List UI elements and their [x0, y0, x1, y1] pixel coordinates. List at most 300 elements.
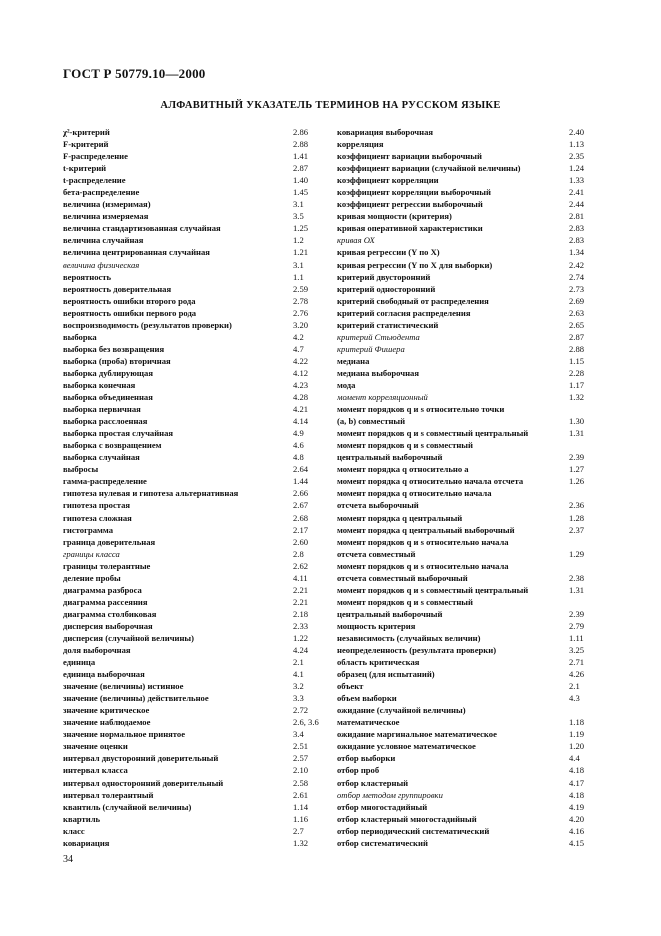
index-page-ref: 4.8 — [293, 452, 304, 463]
index-entry — [337, 174, 599, 186]
index-page-ref: 2.81 — [569, 211, 585, 222]
index-page-ref: 1.15 — [569, 355, 585, 366]
index-page-ref: 2.60 — [293, 536, 309, 547]
index-term: диаграмма разброса — [63, 584, 142, 595]
index-entry — [337, 680, 599, 692]
index-term: момент порядков q и s совместный центральный — [337, 428, 529, 439]
index-page-ref: 4.20 — [569, 813, 585, 824]
index-term: коэффициент вариации (случайной величины) — [337, 163, 521, 174]
index-entry — [337, 259, 599, 271]
index-page-ref: 1.22 — [293, 632, 309, 643]
index-page-ref: 2.10 — [293, 765, 309, 776]
index-term: объем выборки — [337, 693, 397, 704]
index-entry — [63, 680, 331, 692]
index-page-ref: 2.79 — [569, 620, 585, 631]
index-entry — [337, 126, 599, 138]
index-page-ref: 2.39 — [569, 608, 585, 619]
index-page-ref: 2.57 — [293, 753, 309, 764]
index-term: единица выборочная — [63, 669, 145, 680]
index-page-ref: 2.61 — [293, 789, 309, 800]
index-entry — [337, 439, 599, 451]
index-entry — [337, 198, 599, 210]
index-entry — [63, 271, 331, 283]
index-page-ref — [569, 704, 599, 716]
index-page-ref: 1.32 — [569, 392, 585, 403]
index-term: гипотеза сложная — [63, 512, 132, 523]
index-entry — [337, 391, 599, 403]
index-page-ref: 4.21 — [293, 404, 309, 415]
index-entry — [337, 343, 599, 355]
index-term: критерий согласия распределения — [337, 307, 471, 318]
index-entry — [63, 138, 331, 150]
index-page-ref: 2.36 — [569, 500, 585, 511]
index-entry — [63, 752, 331, 764]
index-page-ref: 4.18 — [569, 765, 585, 776]
index-term: независимость (случайных величин) — [337, 632, 481, 643]
index-page-ref: 2.37 — [569, 524, 585, 535]
index-term: объект — [337, 681, 364, 692]
page-number: 34 — [63, 854, 73, 865]
index-page-ref: 2.66 — [293, 488, 309, 499]
index-page-ref: 1.2 — [293, 235, 304, 246]
index-term: выборка с возвращением — [63, 440, 162, 451]
index-term: отбор кластерный — [337, 777, 409, 788]
index-term: выборка конечная — [63, 379, 136, 390]
index-term: коэффициент вариации выборочный — [337, 151, 482, 162]
index-term: отсчета выборочный — [337, 500, 419, 511]
index-page-ref: 4.2 — [293, 331, 304, 342]
index-page-ref: 2.73 — [569, 283, 585, 294]
index-term: критерий Фишера — [337, 343, 405, 354]
index-entry — [337, 752, 599, 764]
index-page-ref: 2.63 — [569, 307, 585, 318]
index-entry — [337, 451, 599, 463]
index-entry — [63, 560, 331, 572]
index-entry — [337, 499, 599, 511]
index-page-ref: 2.44 — [569, 199, 585, 210]
index-entry — [63, 343, 331, 355]
index-entry — [63, 451, 331, 463]
index-term: медиана — [337, 355, 370, 366]
index-page-ref: 1.24 — [569, 163, 585, 174]
index-page-ref: 1.16 — [293, 813, 309, 824]
index-entry — [337, 548, 599, 560]
index-entry — [63, 186, 331, 198]
index-entry — [337, 138, 599, 150]
index-page-ref: 4.11 — [293, 572, 308, 583]
index-entry — [63, 307, 331, 319]
index-term: момент порядка q относительно a — [337, 464, 469, 475]
index-term: момент порядков q и s относительно точки — [337, 404, 505, 415]
index-entry — [337, 367, 599, 379]
index-entry — [337, 740, 599, 752]
index-term: образец (для испытаний) — [337, 669, 435, 680]
index-entry — [63, 499, 331, 511]
index-page-ref: 4.6 — [293, 440, 304, 451]
index-term: область критическая — [337, 657, 420, 668]
index-entry — [337, 644, 599, 656]
index-page-ref: 4.9 — [293, 428, 304, 439]
index-page-ref: 4.14 — [293, 416, 309, 427]
index-entry — [63, 162, 331, 174]
index-term: выборка случайная — [63, 452, 140, 463]
index-entry — [63, 475, 331, 487]
index-term: момент порядков q и s относительно начала — [337, 560, 509, 571]
index-term: критерий статистический — [337, 319, 439, 330]
index-entry — [337, 319, 599, 331]
index-entry — [63, 367, 331, 379]
index-entry — [337, 668, 599, 680]
index-entry — [63, 415, 331, 427]
index-page-ref: 3.3 — [293, 693, 304, 704]
index-entry — [337, 234, 599, 246]
index-term: значение критическое — [63, 705, 150, 716]
index-page-ref: 2.38 — [569, 572, 585, 583]
index-entry — [337, 524, 599, 536]
index-entry — [63, 283, 331, 295]
index-term: единица — [63, 657, 96, 668]
index-entry — [337, 632, 599, 644]
index-page-ref: 1.19 — [569, 729, 585, 740]
index-term: кривая мощности (критерия) — [337, 211, 452, 222]
index-page-ref: 4.15 — [569, 837, 585, 848]
index-term: момент порядка q относительно начала — [337, 488, 492, 499]
index-term: выборка (проба) вторичная — [63, 355, 171, 366]
index-page-ref: 2.17 — [293, 524, 309, 535]
index-entry — [63, 644, 331, 656]
index-term: интервал толерантный — [63, 789, 154, 800]
index-term: граница доверительная — [63, 536, 156, 547]
index-entry — [63, 355, 331, 367]
index-page-ref: 2.64 — [293, 464, 309, 475]
index-term: величина физическая — [63, 259, 140, 270]
index-entry — [337, 283, 599, 295]
index-entry — [63, 536, 331, 548]
index-entry — [337, 656, 599, 668]
index-entry — [63, 596, 331, 608]
index-term: величина центрированная случайная — [63, 247, 210, 258]
index-term: вероятность ошибки первого рода — [63, 307, 197, 318]
index-page-ref: 1.32 — [293, 837, 309, 848]
index-entry — [63, 487, 331, 499]
index-page-ref: 4.22 — [293, 355, 309, 366]
index-page-ref: 1.13 — [569, 139, 585, 150]
index-page-ref: 2.35 — [569, 151, 585, 162]
index-page-ref: 3.1 — [293, 259, 304, 270]
index-term: деление пробы — [63, 572, 121, 583]
index-entry — [63, 379, 331, 391]
index-term: отсчета совместный — [337, 548, 416, 559]
index-term: диаграмма рассеяния — [63, 596, 148, 607]
index-page-ref: 2.65 — [569, 319, 585, 330]
index-page-ref: 2.72 — [293, 705, 309, 716]
index-term: границы толерантные — [63, 560, 151, 571]
index-page-ref: 2.83 — [569, 235, 585, 246]
index-entry — [337, 596, 599, 608]
index-page-ref: 4.24 — [293, 645, 309, 656]
index-term: F-критерий — [63, 139, 109, 150]
index-page-ref: 2.1 — [293, 657, 304, 668]
index-page-ref: 1.20 — [569, 741, 585, 752]
index-column-right — [337, 126, 599, 849]
index-entry — [63, 198, 331, 210]
index-page-ref: 2.21 — [293, 584, 309, 595]
index-page-ref: 1.28 — [569, 512, 585, 523]
index-page-ref: 2.87 — [293, 163, 309, 174]
index-entry — [337, 692, 599, 704]
index-term: момент порядков q и s относительно начала — [337, 536, 509, 547]
index-page-ref: 2.74 — [569, 271, 585, 282]
index-page-ref: 1.27 — [569, 464, 585, 475]
index-entry — [63, 234, 331, 246]
index-term: величина стандартизованная случайная — [63, 223, 221, 234]
index-term: выборка дублирующая — [63, 367, 153, 378]
index-term: значение оценки — [63, 741, 128, 752]
index-term: значение (величины) истинное — [63, 681, 184, 692]
index-page-ref: 3.25 — [569, 645, 585, 656]
index-term: t-распределение — [63, 175, 126, 186]
index-entry — [63, 801, 331, 813]
index-entry — [337, 415, 599, 427]
index-entry — [337, 427, 599, 439]
index-entry — [337, 186, 599, 198]
index-entry — [63, 740, 331, 752]
index-term: отсчета совместный выборочный — [337, 572, 468, 583]
index-page-ref: 2.33 — [293, 620, 309, 631]
index-page-ref: 1.17 — [569, 379, 585, 390]
index-entry — [63, 295, 331, 307]
index-page-ref: 2.28 — [569, 367, 585, 378]
index-term: отбор кластерный многостадийный — [337, 813, 477, 824]
index-term: ожидание условное математическое — [337, 741, 476, 752]
index-page-ref — [569, 487, 599, 499]
index-entry — [63, 704, 331, 716]
index-entry — [63, 837, 331, 849]
index-page-ref: 1.40 — [293, 175, 309, 186]
index-page-ref: 1.1 — [293, 271, 304, 282]
index-page-ref: 1.29 — [569, 548, 585, 559]
index-entry — [337, 608, 599, 620]
index-term: мода — [337, 379, 356, 390]
index-page-ref: 2.83 — [569, 223, 585, 234]
index-entry — [63, 620, 331, 632]
index-page-ref: 1.41 — [293, 151, 309, 162]
index-term: неопределенность (результата проверки) — [337, 645, 497, 656]
index-entry — [337, 728, 599, 740]
index-entry — [63, 439, 331, 451]
index-entry — [337, 572, 599, 584]
index-entry — [63, 656, 331, 668]
index-entry — [337, 801, 599, 813]
index-term: отбор выборки — [337, 753, 396, 764]
index-page-ref: 2.51 — [293, 741, 309, 752]
index-entry — [63, 668, 331, 680]
index-entry — [63, 463, 331, 475]
index-entry — [63, 222, 331, 234]
index-page-ref: 2.8 — [293, 548, 304, 559]
index-page-ref: 1.44 — [293, 476, 309, 487]
index-entry — [63, 246, 331, 258]
index-entry — [63, 210, 331, 222]
index-page-ref: 1.26 — [569, 476, 585, 487]
index-page-ref — [569, 536, 599, 548]
index-term: доля выборочная — [63, 645, 131, 656]
index-term: величина случайная — [63, 235, 144, 246]
index-term: выборка расслоенная — [63, 416, 148, 427]
index-page-ref: 2.88 — [569, 343, 585, 354]
index-term: отбор периодический систематический — [337, 825, 490, 836]
index-page-ref: 2.39 — [569, 452, 585, 463]
index-term: отбор методом группировки — [337, 789, 443, 800]
index-term: диаграмма столбиковая — [63, 608, 157, 619]
index-entry — [337, 355, 599, 367]
index-term: мощность критерия — [337, 620, 416, 631]
index-term: кривая регрессии (Y по X) — [337, 247, 440, 258]
index-page-ref: 4.3 — [569, 693, 580, 704]
index-term: момент порядка q центральный — [337, 512, 463, 523]
index-page-ref: 3.2 — [293, 681, 304, 692]
index-page-ref: 4.28 — [293, 392, 309, 403]
index-entry — [63, 331, 331, 343]
index-entry — [337, 403, 599, 415]
index-term: математическое — [337, 717, 400, 728]
index-entry — [337, 463, 599, 475]
index-term: отбор проб — [337, 765, 380, 776]
index-page-ref: 3.4 — [293, 729, 304, 740]
index-entry — [337, 379, 599, 391]
index-page-ref: 4.4 — [569, 753, 580, 764]
index-term: выборка без возвращения — [63, 343, 165, 354]
index-entry — [337, 246, 599, 258]
index-page-ref: 4.26 — [569, 669, 585, 680]
index-term: выбросы — [63, 464, 99, 475]
index-page-ref: 2.78 — [293, 295, 309, 306]
index-page-ref: 3.1 — [293, 199, 304, 210]
index-term: кривая ОХ — [337, 235, 375, 246]
index-term: значение (величины) действительное — [63, 693, 209, 704]
index-term: вероятность ошибки второго рода — [63, 295, 196, 306]
index-term: ковариация выборочная — [337, 127, 434, 137]
index-entry — [63, 813, 331, 825]
index-entry — [337, 704, 599, 716]
index-entry — [63, 548, 331, 560]
index-term: гистограмма — [63, 524, 113, 535]
index-term: гамма-распределение — [63, 476, 147, 487]
index-term: (a, b) совместный — [337, 416, 406, 427]
index-page-ref: 1.33 — [569, 175, 585, 186]
index-entry — [337, 560, 599, 572]
index-term: χ²-критерий — [63, 127, 110, 137]
index-entry — [63, 126, 331, 138]
index-entry — [337, 331, 599, 343]
index-entry — [337, 475, 599, 487]
index-term: величина (измеримая) — [63, 199, 151, 210]
index-term: значение нормальное принятое — [63, 729, 186, 740]
index-page-ref: 2.71 — [569, 657, 585, 668]
index-entry — [63, 825, 331, 837]
document-header: ГОСТ Р 50779.10—2000 — [63, 66, 206, 81]
index-page-ref: 2.7 — [293, 825, 304, 836]
index-page-ref: 4.19 — [569, 801, 585, 812]
index-page-ref: 2.59 — [293, 283, 309, 294]
index-page-ref: 2.21 — [293, 596, 309, 607]
index-term: момент порядка q центральный выборочный — [337, 524, 515, 535]
index-page-ref: 2.76 — [293, 307, 309, 318]
index-page-ref: 3.5 — [293, 211, 304, 222]
index-page-ref: 1.34 — [569, 247, 585, 258]
index-page-ref: 2.18 — [293, 608, 309, 619]
index-entry — [337, 813, 599, 825]
index-page-ref: 2.42 — [569, 259, 585, 270]
index-page-ref: 2.68 — [293, 512, 309, 523]
index-entry — [63, 512, 331, 524]
index-term: отбор многостадийный — [337, 801, 428, 812]
index-term: момент корреляционный — [337, 392, 428, 403]
index-entry — [63, 608, 331, 620]
index-term: выборка объединенная — [63, 392, 153, 403]
index-entry — [63, 403, 331, 415]
index-page-ref: 4.7 — [293, 343, 304, 354]
index-term: квантиль (случайной величины) — [63, 801, 192, 812]
index-entry — [337, 620, 599, 632]
index-term: величина измеряемая — [63, 211, 149, 222]
index-term: коэффициент корреляции выборочный — [337, 187, 491, 198]
index-page-ref — [569, 560, 599, 572]
index-entry — [63, 572, 331, 584]
index-page-ref: 1.30 — [569, 416, 585, 427]
index-entry — [63, 259, 331, 271]
index-entry — [63, 150, 331, 162]
index-term: критерий Стьюдента — [337, 331, 420, 342]
index-page-ref: 1.25 — [293, 223, 309, 234]
index-page-ref: 1.18 — [569, 717, 585, 728]
index-page-ref: 2.86 — [293, 127, 309, 137]
index-term: момент порядка q относительно начала отсчета — [337, 476, 524, 487]
index-entry — [337, 777, 599, 789]
index-page-ref: 1.31 — [569, 428, 585, 439]
index-entry — [63, 524, 331, 536]
index-term: выборка — [63, 331, 97, 342]
index-page-ref: 4.18 — [569, 789, 585, 800]
index-entry — [337, 162, 599, 174]
index-entry — [63, 632, 331, 644]
index-term: класс — [63, 825, 85, 836]
index-page-ref: 2.69 — [569, 295, 585, 306]
index-term: ковариация — [63, 837, 110, 848]
index-entry — [337, 764, 599, 776]
index-entry — [337, 512, 599, 524]
index-page-ref: 1.11 — [569, 632, 584, 643]
index-entry — [63, 174, 331, 186]
index-page-ref: 2.6, 3.6 — [293, 717, 319, 728]
index-term: момент порядков q и s совместный — [337, 440, 473, 451]
index-term: F-распределение — [63, 151, 128, 162]
index-title: АЛФАВИТНЫЙ УКАЗАТЕЛЬ ТЕРМИНОВ НА РУССКОМ ЯЗЫКЕ — [160, 100, 501, 111]
index-term: значение наблюдаемое — [63, 717, 151, 728]
index-page-ref: 2.67 — [293, 500, 309, 511]
index-term: гипотеза нулевая и гипотеза альтернативная — [63, 488, 239, 499]
index-term: интервал двусторонний доверительный — [63, 753, 219, 764]
index-term: ожидание (случайной величины) — [337, 705, 466, 716]
index-term: критерий односторонний — [337, 283, 436, 294]
index-page-ref: 1.14 — [293, 801, 309, 812]
index-entry — [63, 777, 331, 789]
index-entry — [63, 764, 331, 776]
index-page-ref: 2.40 — [569, 127, 585, 137]
index-entry — [337, 222, 599, 234]
index-entry — [63, 728, 331, 740]
index-term: критерий двусторонний — [337, 271, 431, 282]
